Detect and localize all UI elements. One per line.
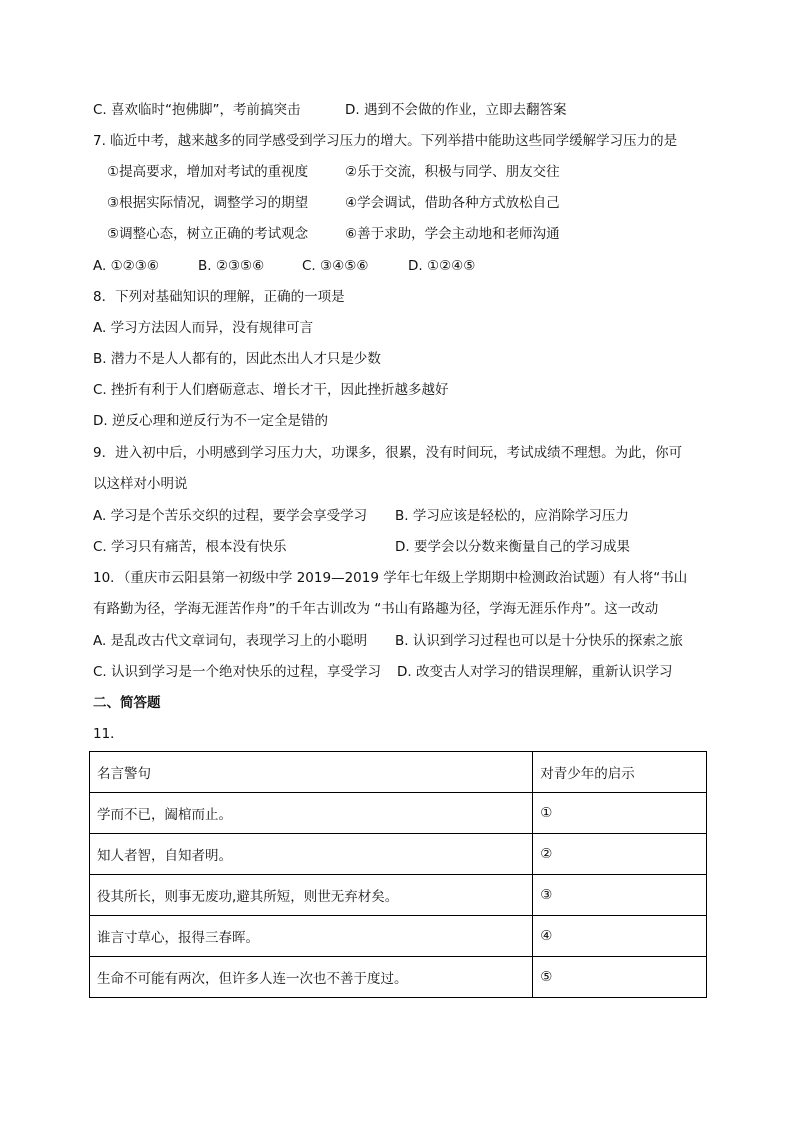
q6-option-c: C. 喜欢临时“抱佛脚”，考前搞突击 [93, 102, 301, 118]
q8-option-c: C. 挫折有利于人们磨砺意志、增长才干，因此挫折越多越好 [93, 382, 449, 398]
q10-option-d: D. 改变古人对学习的错误理解，重新认识学习 [397, 664, 673, 680]
q10-option-a: A. 是乱改古代文章词句，表现学习上的小聪明 [93, 633, 368, 649]
q9-option-b: B. 学习应该是轻松的，应消除学习压力 [395, 508, 629, 524]
q9-stem-line-1: 9．进入初中后，小明感到学习压力大，功课多，很累，没有时间玩，考试成绩不理想。为此，你可 [93, 445, 683, 461]
table-header-quote: 名言警句 [90, 752, 533, 793]
table-row [90, 834, 707, 875]
table-cell-answer: ① [533, 793, 707, 834]
q10-option-b: B. 认识到学习过程也可以是十分快乐的探索之旅 [395, 633, 683, 649]
table-cell-quote: 生命不可能有两次，但许多人连一次也不善于度过。 [90, 957, 533, 998]
table-cell-quote: 役其所长，则事无废功,避其所短，则世无弃材矣。 [90, 875, 533, 916]
q7-item-5: ⑤调整心态，树立正确的考试观念 [107, 226, 309, 242]
q8-stem: 8．下列对基础知识的理解，正确的一项是 [93, 289, 345, 305]
q10-stem-line-2: 有路勤为径，学海无涯苦作舟”的千年古训改为 “书山有路趣为径，学海无涯乐作舟”。这一改动 [93, 601, 659, 617]
q7-items-row-1 [107, 162, 560, 182]
q10-stem-line-1: 10．（重庆市云阳县第一初级中学 2019—2019 学年七年级上学期期中检测政治试题）有人将“书山 [93, 570, 688, 586]
quotes-table [89, 751, 707, 998]
table-cell-quote: 谁言寸草心，报得三春晖。 [90, 916, 533, 957]
q11-number: 11． [93, 726, 124, 742]
table-header-row [90, 752, 707, 793]
q7-option-b: B. ②③⑤⑥ [198, 258, 265, 274]
q9-option-a: A. 学习是个苦乐交织的过程，要学会享受学习 [93, 508, 368, 524]
q7-items-row-3 [107, 224, 560, 244]
q7-option-c: C. ③④⑤⑥ [302, 258, 369, 274]
table-cell-answer: ④ [533, 916, 707, 957]
table-row [90, 793, 707, 834]
q7-item-3: ③根据实际情况，调整学习的期望 [107, 195, 309, 211]
q10-option-c: C. 认识到学习是一个绝对快乐的过程，享受学习 [93, 664, 382, 680]
table-cell-quote: 知人者智，自知者明。 [90, 834, 533, 875]
q6-option-d: D. 遇到不会做的作业，立即去翻答案 [345, 102, 567, 118]
q9-option-c: C. 学习只有痛苦，根本没有快乐 [93, 539, 287, 555]
q7-option-a: A. ①②③⑥ [93, 258, 159, 274]
table-row [90, 875, 707, 916]
q8-option-d: D. 逆反心理和逆反行为不一定全是错的 [93, 413, 328, 429]
q7-item-2: ②乐于交流，积极与同学、朋友交往 [345, 164, 560, 180]
q9-stem-line-2: 以这样对小明说 [93, 476, 188, 492]
q9-option-d: D. 要学会以分数来衡量自己的学习成果 [395, 539, 630, 555]
table-cell-answer: ② [533, 834, 707, 875]
q7-option-d: D. ①②④⑤ [408, 258, 476, 274]
table-cell-answer: ⑤ [533, 957, 707, 998]
table-row [90, 916, 707, 957]
table-row [90, 957, 707, 998]
q9-options-row-2 [93, 537, 630, 557]
table-header-insight: 对青少年的启示 [533, 752, 707, 793]
q7-stem: 7. 临近中考，越来越多的同学感受到学习压力的增大。下列举措中能助这些同学缓解学习压力的是 [93, 133, 678, 149]
q10-options-row-1 [93, 631, 683, 651]
table-cell-quote: 学而不已，阖棺而止。 [90, 793, 533, 834]
q10-options-row-2 [93, 662, 672, 682]
section-heading: 二、简答题 [93, 695, 161, 711]
q7-item-4: ④学会调试，借助各种方式放松自己 [345, 195, 560, 211]
table-cell-answer: ③ [533, 875, 707, 916]
q7-items-row-2 [107, 193, 560, 213]
q7-item-1: ①提高要求，增加对考试的重视度 [107, 164, 309, 180]
q7-options-row [93, 256, 475, 276]
q6-options-row [93, 100, 566, 120]
q8-option-a: A. 学习方法因人而异，没有规律可言 [93, 320, 314, 336]
q9-options-row-1 [93, 506, 629, 526]
q7-item-6: ⑥善于求助，学会主动地和老师沟通 [345, 226, 560, 242]
q8-option-b: B. 潜力不是人人都有的，因此杰出人才只是少数 [93, 351, 381, 367]
